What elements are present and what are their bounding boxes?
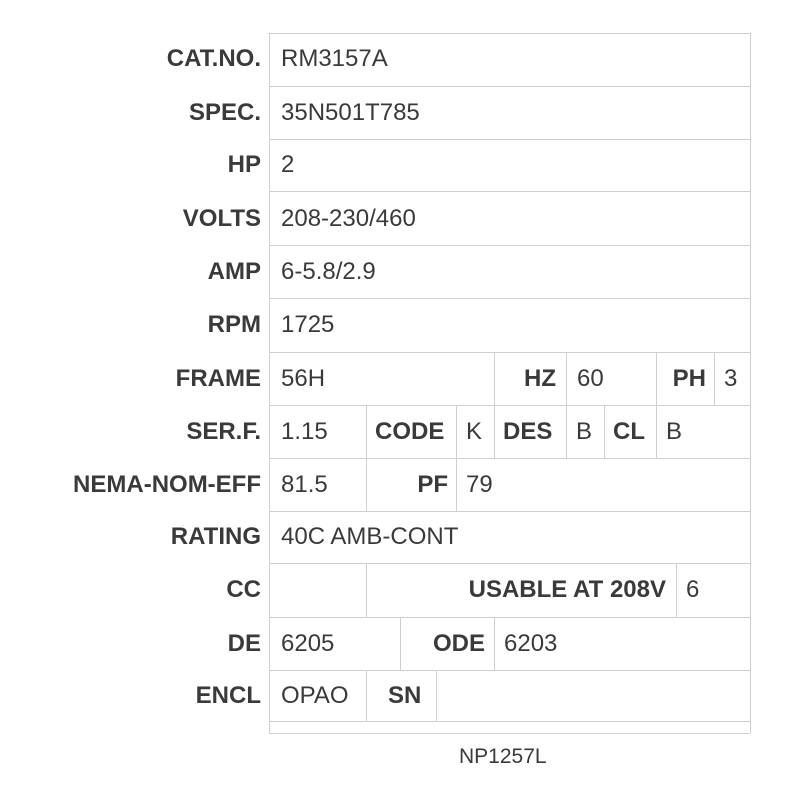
grid-line [269, 298, 750, 299]
spec-value: 35N501T785 [281, 99, 420, 126]
grid-line [269, 458, 750, 459]
grid-line [676, 563, 677, 617]
volts-label: VOLTS [182, 205, 261, 232]
grid-line [269, 139, 750, 140]
grid-line [269, 721, 750, 722]
cl-value: B [666, 418, 683, 445]
code-value: K [466, 418, 483, 445]
grid-line [456, 458, 457, 511]
spec-label: SPEC. [188, 99, 261, 126]
hp-label: HP [227, 151, 261, 178]
grid-line [566, 405, 567, 458]
ph-value: 3 [724, 365, 738, 392]
des-value: B [576, 418, 593, 445]
volts-value: 208-230/460 [281, 205, 416, 232]
grid-line [269, 33, 270, 733]
des-label: DES [503, 418, 553, 445]
sn-label: SN [388, 682, 422, 709]
grid-line [566, 352, 567, 405]
grid-line [269, 245, 750, 246]
grid-line [269, 86, 750, 87]
rpm-label: RPM [207, 311, 261, 338]
encl-label: ENCL [195, 682, 261, 709]
grid-line [750, 33, 751, 733]
rating-label: RATING [170, 523, 261, 550]
grid-line [656, 405, 657, 458]
grid-line [366, 405, 367, 458]
de-value: 6205 [281, 630, 335, 657]
grid-line [456, 405, 457, 458]
grid-line [494, 617, 495, 670]
grid-line [269, 33, 750, 34]
cat-no-label: CAT.NO. [166, 45, 261, 72]
grid-line [269, 191, 750, 192]
grid-line [269, 352, 750, 353]
cc-label: CC [226, 576, 261, 603]
part-number: NP1257L [459, 745, 547, 768]
encl-value: OPAO [281, 682, 349, 709]
hz-label: HZ [524, 365, 556, 392]
amp-value: 6-5.8/2.9 [281, 258, 376, 285]
rating-value: 40C AMB-CONT [281, 523, 459, 550]
usable-at-208v-value: 6 [686, 576, 700, 603]
grid-line [714, 352, 715, 405]
ode-value: 6203 [504, 630, 558, 657]
frame-value: 56H [281, 365, 326, 392]
code-label: CODE [375, 418, 445, 445]
grid-line [494, 405, 495, 458]
amp-label: AMP [207, 258, 261, 285]
grid-line [366, 563, 367, 617]
ser-f-value: 1.15 [281, 418, 328, 445]
frame-label: FRAME [175, 365, 261, 392]
de-label: DE [227, 630, 261, 657]
cl-label: CL [613, 418, 645, 445]
nema-nom-eff-value: 81.5 [281, 471, 328, 498]
rpm-value: 1725 [281, 311, 335, 338]
grid-line [656, 352, 657, 405]
grid-line [269, 563, 750, 564]
hp-value: 2 [281, 151, 295, 178]
ser-f-label: SER.F. [186, 418, 261, 445]
ph-label: PH [672, 365, 706, 392]
grid-line [269, 405, 750, 406]
grid-line [269, 617, 750, 618]
ode-label: ODE [432, 630, 485, 657]
pf-label: PF [417, 471, 448, 498]
grid-line [269, 511, 750, 512]
hz-value: 60 [577, 365, 604, 392]
grid-line [366, 458, 367, 511]
grid-line [436, 670, 437, 721]
grid-line [400, 617, 401, 670]
grid-line [604, 405, 605, 458]
grid-line [269, 733, 750, 734]
grid-line [366, 670, 367, 721]
grid-line [494, 352, 495, 405]
grid-line [269, 670, 750, 671]
usable-at-208v-label: USABLE AT 208V [468, 576, 666, 603]
nema-nom-eff-label: NEMA-NOM-EFF [73, 471, 261, 498]
pf-value: 79 [466, 471, 493, 498]
cat-no-value: RM3157A [281, 45, 388, 72]
